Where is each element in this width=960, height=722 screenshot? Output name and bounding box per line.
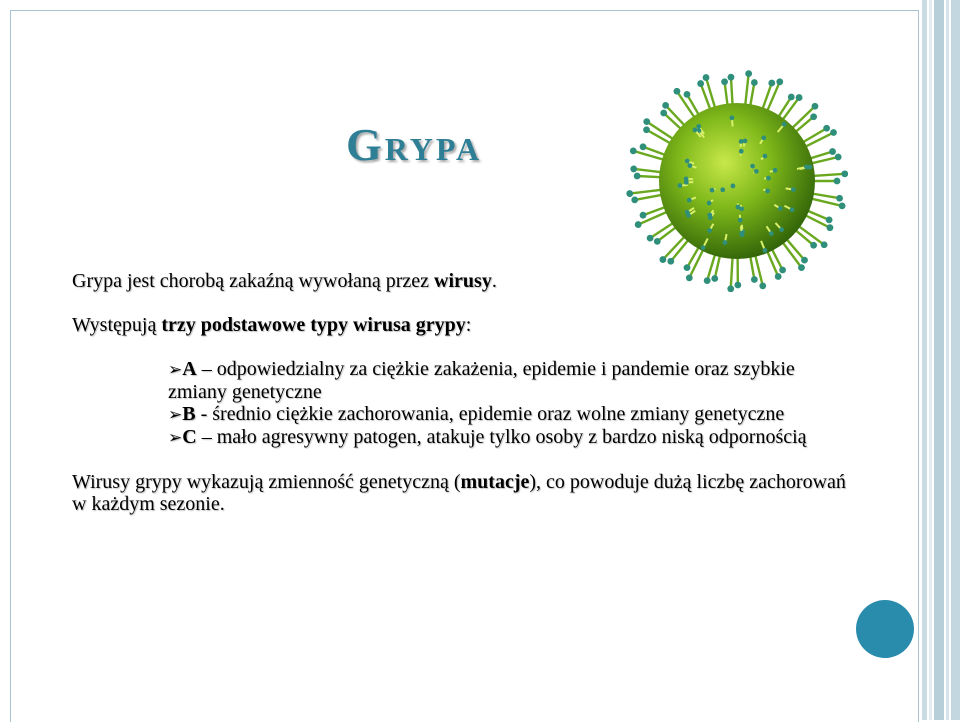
intro-paragraph: Grypa jest chorobą zakaźną wywołaną przez wirusy.	[72, 270, 862, 292]
virus-spike-tip	[768, 80, 775, 87]
virus-surface-spike-tip	[773, 168, 778, 173]
virus-spike	[811, 174, 845, 176]
virus-illustration	[626, 70, 848, 292]
virus-surface-spike-tip	[707, 228, 712, 233]
virus-surface-spike-tip	[687, 163, 692, 168]
virus-spike-tip	[751, 79, 758, 86]
virus-surface-spike-tip	[766, 176, 771, 181]
virus-spike-tip	[796, 94, 803, 101]
virus-spike	[762, 83, 772, 111]
mutations-paragraph: Wirusy grypy wykazują zmienność genetyczną (mutacje), co powoduje dużą liczbę zachorowań w każdym sezonie.	[72, 471, 862, 515]
virus-spike-tip	[647, 235, 654, 242]
type-letter: A	[182, 358, 196, 380]
decor-stripe	[934, 0, 944, 720]
arrow-bullet-icon: ➢	[168, 428, 182, 448]
virus-spike-tip	[660, 110, 667, 117]
virus-spike-tip	[626, 190, 633, 197]
virus-types-list	[72, 358, 808, 449]
virus-spike-tip	[703, 74, 710, 81]
virus-spike-tip	[643, 118, 650, 125]
virus-spike-tip	[745, 70, 752, 77]
virus-spike-tip	[659, 256, 666, 263]
virus-surface-spike-tip	[723, 240, 728, 245]
virus-surface-spike-tip	[738, 218, 743, 223]
virus-spike-tip	[830, 129, 837, 136]
virus-spike-tip	[810, 113, 817, 120]
virus-spike-tip	[823, 125, 830, 132]
virus-surface-spike-tip	[731, 184, 736, 189]
virus-surface-spike-tip	[685, 159, 690, 164]
virus-spike-tip	[630, 147, 637, 154]
type-letter: B	[182, 403, 195, 425]
type-description: – mało agresywny patogen, atakuje tylko osoby z bardzo niską odpornością	[197, 426, 807, 448]
virus-spike	[634, 169, 664, 172]
virus-surface-spike-tip	[804, 165, 809, 170]
virus-spike-tip	[674, 88, 681, 95]
virus-spike-tip	[829, 148, 836, 155]
type-description: - średnio ciężkie zachorowania, epidemie oraz wolne zmiany genetyczne	[196, 403, 785, 425]
virus-spike-tip	[810, 242, 817, 249]
virus-spike	[766, 82, 779, 113]
virus-spike-tip	[841, 170, 848, 177]
virus-surface-spike-tip	[790, 207, 795, 212]
arrow-bullet-icon: ➢	[168, 360, 182, 380]
virus-surface-spike-tip	[686, 213, 691, 218]
virus-surface-spike-tip	[763, 154, 768, 159]
virus-surface-spike-tip	[739, 206, 744, 211]
virus-spike-tip	[640, 143, 647, 150]
virus-surface-spike-tip	[750, 164, 755, 169]
virus-spike-tip	[728, 74, 735, 81]
virus-surface-spike-tip	[765, 189, 770, 194]
virus-surface-spike-tip	[677, 183, 682, 188]
virus-spike	[630, 190, 664, 194]
virus-spike	[803, 214, 830, 227]
virus-surface-spike-tip	[782, 122, 787, 127]
arrow-bullet-icon: ➢	[168, 405, 182, 425]
virus-surface-spike-tip	[739, 231, 744, 236]
virus-surface-spike-tip	[696, 124, 701, 129]
slide-title: Grypa	[346, 118, 482, 171]
virus-surface-spike-tip	[701, 245, 706, 250]
virus-surface-spike-tip	[693, 128, 698, 133]
virus-spike	[810, 193, 840, 198]
slide-body	[72, 270, 862, 515]
virus-surface-spike-tip	[769, 231, 774, 236]
list-item-type-a	[168, 358, 808, 403]
decor-stripe	[929, 0, 932, 720]
emphasis-mutacje: mutacje	[461, 471, 530, 493]
virus-surface-spike-tip	[778, 206, 783, 211]
virus-spike	[731, 77, 733, 107]
virus-surface-spike-tip	[754, 169, 759, 174]
virus-spike-tip	[684, 91, 691, 98]
virus-spike	[745, 74, 749, 108]
virus-spike-tip	[640, 212, 647, 219]
virus-surface-spike-tip	[730, 115, 735, 120]
emphasis-wirusy: wirusy	[434, 270, 492, 292]
virus-spike-tip	[654, 238, 661, 245]
virus-surface-spike-tip	[710, 188, 715, 193]
virus-surface-spike-tip	[763, 248, 768, 253]
virus-surface-spike-tip	[739, 149, 744, 154]
list-item-type-b	[168, 403, 808, 426]
list-item-type-c	[168, 426, 808, 449]
decor-stripe	[951, 0, 960, 720]
virus-spike-tip	[634, 173, 641, 180]
virus-spike-tip	[826, 216, 833, 223]
decor-circle	[856, 600, 914, 658]
virus-surface-spike-tip	[707, 213, 712, 218]
virus-spike-tip	[776, 78, 783, 85]
virus-spike-tip	[836, 195, 843, 202]
virus-surface-spike-tip	[761, 136, 766, 141]
virus-spike-tip	[643, 126, 650, 133]
virus-spike-tip	[721, 78, 728, 85]
virus-spike-tip	[801, 257, 808, 264]
emphasis-types: trzy podstawowe typy wirusa grypy	[161, 314, 465, 336]
type-description: – odpowiedzialny za ciężkie zakażenia, epidemie i pandemie oraz szybkie zmiany genetyczne	[168, 358, 795, 403]
virus-surface-spike-tip	[779, 227, 784, 232]
type-letter: C	[182, 426, 196, 448]
virus-surface-spike-tip	[791, 187, 796, 192]
decor-stripe	[922, 0, 927, 720]
virus-surface-spike-tip	[687, 198, 692, 203]
virus-spike-tip	[697, 80, 704, 87]
virus-spike-tip	[667, 258, 674, 265]
virus-surface-spike-tip	[720, 187, 725, 192]
virus-surface-spike-tip	[707, 201, 712, 206]
virus-spike-tip	[788, 94, 795, 101]
virus-surface-spike-tip	[684, 180, 689, 185]
types-heading: Występują trzy podstawowe typy wirusa grypy:	[72, 314, 862, 336]
virus-spike-tip	[835, 154, 842, 161]
virus-spike-tip	[839, 203, 846, 210]
virus-spike-tip	[631, 196, 638, 203]
virus-spike-tip	[635, 221, 642, 228]
virus-spike-tip	[662, 102, 669, 109]
virus-body	[659, 103, 815, 259]
decor-stripe	[946, 0, 949, 720]
virus-spike-tip	[834, 178, 841, 185]
virus-surface-spike-tip	[739, 139, 744, 144]
virus-spike-tip	[630, 166, 637, 173]
virus-spike-tip	[812, 103, 819, 110]
virus-spike-tip	[827, 224, 834, 231]
virus-spike-tip	[821, 241, 828, 248]
virus-spike	[635, 194, 665, 199]
